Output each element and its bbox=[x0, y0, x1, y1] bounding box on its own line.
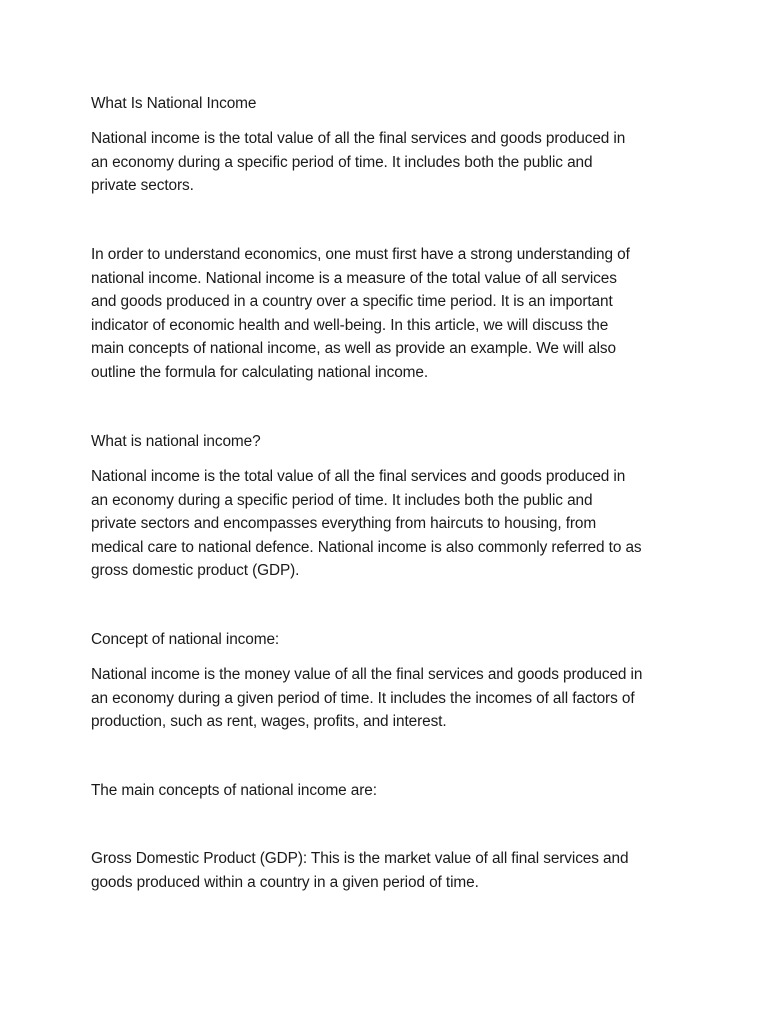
heading-concept-of-national-income bbox=[91, 628, 691, 652]
text-line: indicator of economic health and well-being. In this article, we will discuss the bbox=[91, 316, 609, 334]
text-line: an economy during a given period of time. It includes the incomes of all factors of bbox=[91, 689, 635, 707]
text-line: main concepts of national income, as well as provide an example. We will also bbox=[91, 340, 616, 358]
text-line: an economy during a specific period of time. It includes both the public and bbox=[91, 491, 593, 509]
text-line: private sectors. bbox=[91, 177, 194, 195]
text-line: national income. National income is a measure of the total value of all services bbox=[91, 269, 617, 287]
paragraph-understanding-economics bbox=[91, 243, 691, 385]
text-line: What is national income? bbox=[91, 433, 261, 450]
text-line: goods produced within a country in a given period of time. bbox=[91, 873, 479, 891]
paragraph-national-income-definition bbox=[91, 127, 691, 198]
heading-main-concepts bbox=[91, 779, 691, 803]
text-line: Gross Domestic Product (GDP): This is the market value of all final services and bbox=[91, 850, 629, 867]
text-line: outline the formula for calculating national income. bbox=[91, 363, 429, 381]
text-line: production, such as rent, wages, profits, and interest. bbox=[91, 713, 447, 731]
text-line: Concept of national income: bbox=[91, 631, 280, 648]
paragraph-national-income-gdp bbox=[91, 465, 691, 583]
text-line: an economy during a specific period of time. It includes both the public and bbox=[91, 153, 593, 171]
heading-what-is-national-income bbox=[91, 92, 691, 116]
text-line: The main concepts of national income are: bbox=[91, 782, 377, 799]
heading-what-is-national-income-question bbox=[91, 430, 691, 454]
text-line: gross domestic product (GDP). bbox=[91, 562, 300, 580]
paragraph-gdp-definition bbox=[91, 847, 691, 894]
text-line: National income is the total value of all the final services and goods produced in bbox=[91, 468, 626, 485]
text-line: private sectors and encompasses everything from haircuts to housing, from bbox=[91, 515, 597, 533]
text-line: National income is the money value of all the final services and goods produced in bbox=[91, 666, 643, 683]
text-line: What Is National Income bbox=[91, 95, 257, 112]
text-line: National income is the total value of all the final services and goods produced in bbox=[91, 130, 626, 147]
text-line: In order to understand economics, one must first have a strong understanding of bbox=[91, 246, 630, 263]
text-line: medical care to national defence. National income is also commonly referred to as bbox=[91, 538, 642, 556]
text-line: and goods produced in a country over a specific time period. It is an important bbox=[91, 293, 613, 311]
paragraph-money-value bbox=[91, 663, 691, 734]
